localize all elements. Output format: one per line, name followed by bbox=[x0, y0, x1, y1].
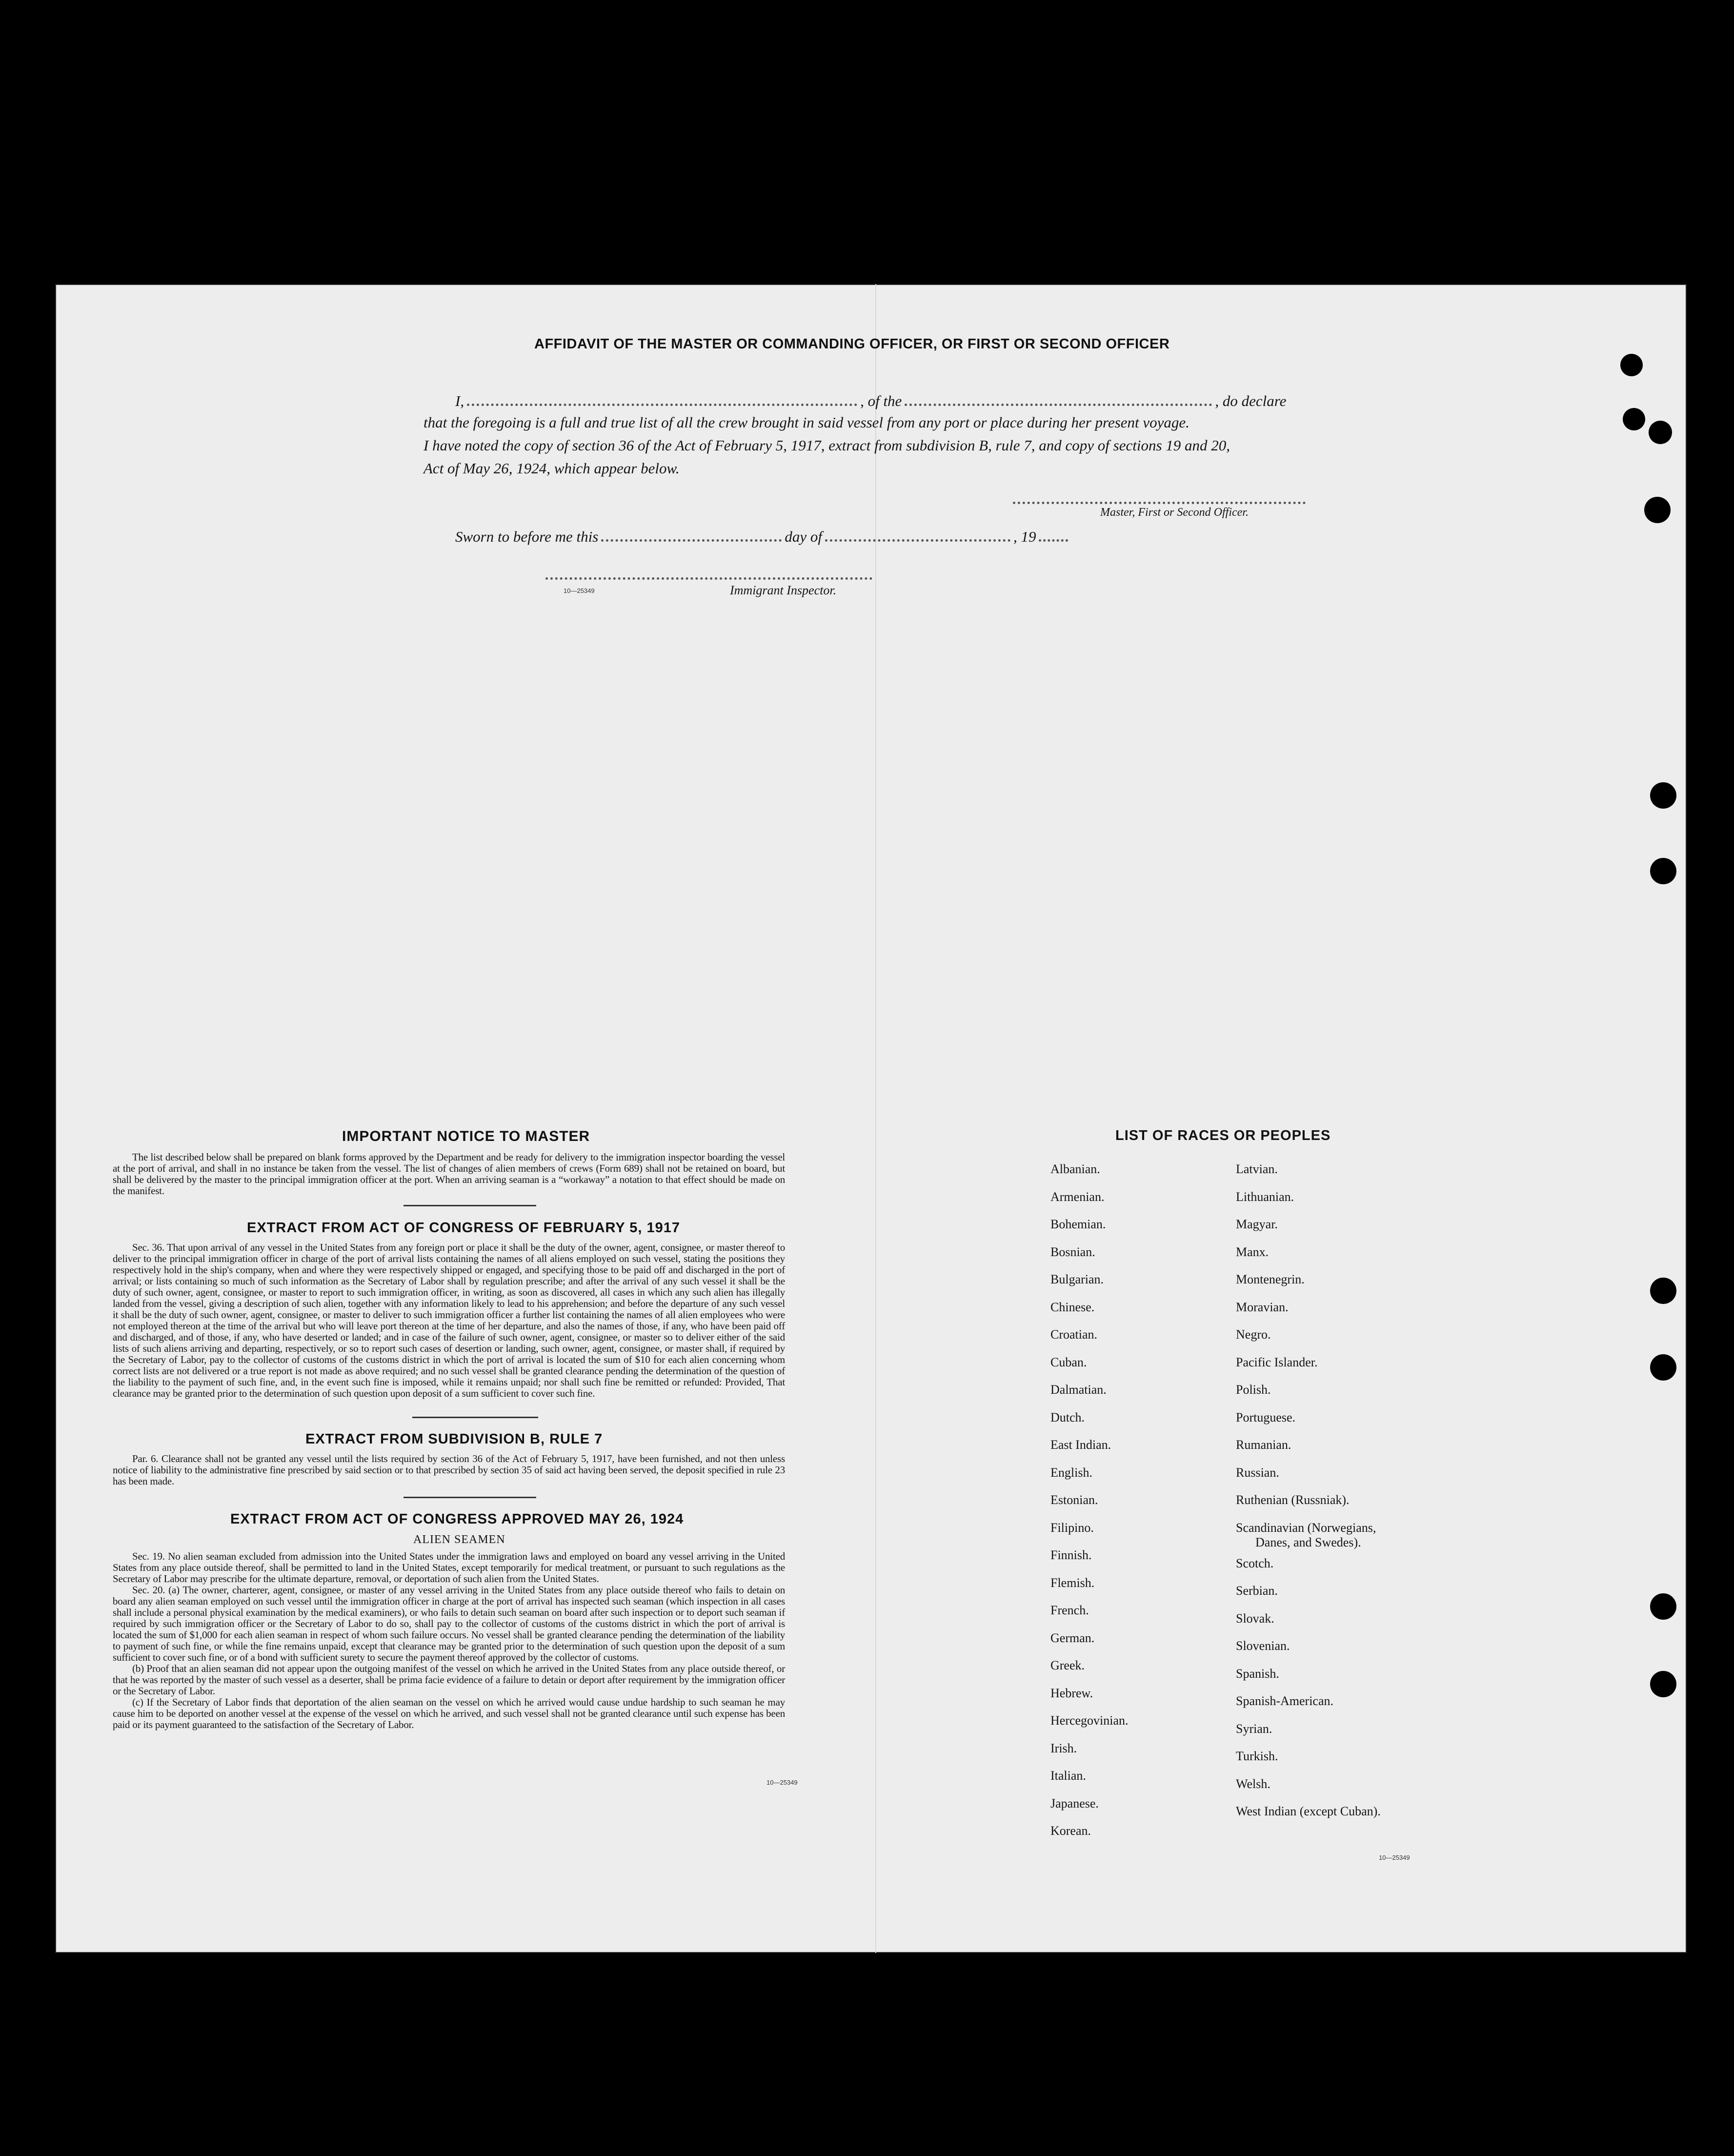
rule7-text bbox=[113, 1453, 785, 1487]
affidavit-line4: Act of May 26, 1924, which appear below. bbox=[423, 460, 680, 477]
affidavit-declare: , do declare bbox=[1215, 392, 1287, 409]
race-item: German. bbox=[1050, 1630, 1095, 1645]
extract-1924-title: EXTRACT FROM ACT OF CONGRESS APPROVED MAY 26, 1924 bbox=[230, 1511, 684, 1527]
race-item: Filipino. bbox=[1050, 1520, 1094, 1535]
sec-20b-paragraph: (b) Proof that an alien seaman did not appear upon the outgoing manifest of the vessel on which he arrived in the United States from any place outside thereof, or that he was reported by the master of such vessel as a deserter, shall be prima facie evidence of a failure to detain or deport after requirement by the immigration officer or the Secretary of Labor. bbox=[113, 1663, 785, 1697]
races-col2 bbox=[1236, 1156, 1381, 1826]
punch-hole bbox=[1650, 1354, 1676, 1381]
race-item: Irish. bbox=[1050, 1741, 1077, 1755]
sworn-month-blank[interactable] bbox=[825, 539, 1010, 542]
race-item: Korean. bbox=[1050, 1824, 1091, 1838]
race-item bbox=[1236, 1514, 1381, 1550]
punch-hole bbox=[1650, 1671, 1676, 1697]
form-code-right: 10—25349 bbox=[1379, 1854, 1410, 1861]
inspector-signature-line[interactable] bbox=[545, 577, 872, 580]
sworn-day-blank[interactable] bbox=[601, 539, 782, 542]
race-item: Spanish. bbox=[1236, 1666, 1279, 1681]
race-item: Polish. bbox=[1236, 1383, 1271, 1397]
sworn-label: Sworn to before me this bbox=[455, 528, 599, 545]
race-item: Moravian. bbox=[1236, 1300, 1289, 1314]
divider-3 bbox=[403, 1497, 536, 1498]
race-item: Negro. bbox=[1236, 1327, 1271, 1342]
race-item-line: Danes, and Swedes). bbox=[1255, 1535, 1361, 1549]
punch-hole bbox=[1650, 782, 1676, 809]
race-item: Hercegovinian. bbox=[1050, 1713, 1129, 1728]
affidavit-line1 bbox=[455, 392, 1286, 410]
race-item: Slovenian. bbox=[1236, 1639, 1290, 1653]
race-item: Spanish-American. bbox=[1236, 1694, 1334, 1708]
race-item: Welsh. bbox=[1236, 1776, 1270, 1791]
notice-text bbox=[113, 1152, 785, 1197]
punch-hole bbox=[1650, 1278, 1676, 1304]
race-item: Bosnian. bbox=[1050, 1244, 1095, 1259]
day-of-label: day of bbox=[785, 528, 822, 545]
race-item: Italian. bbox=[1050, 1769, 1086, 1783]
race-item: Japanese. bbox=[1050, 1796, 1099, 1810]
race-item: Slovak. bbox=[1236, 1611, 1274, 1626]
race-item: Portuguese. bbox=[1236, 1410, 1296, 1424]
form-code-left: 10—25349 bbox=[766, 1779, 798, 1786]
races-col1 bbox=[1050, 1156, 1129, 1845]
sec-20a-paragraph: Sec. 20. (a) The owner, charterer, agent, consignee, or master of any vessel arriving in the United States from any place outside thereof who fails to detain on board any alien seaman employed on such vessel until the immigration officer in charge at the port of arrival has inspected such seaman (which inspection in all cases shall include a personal physical examination by the medical examiners), or who fails to detain such seaman on board after such inspection or to deport such seaman if required by such immigration officer or the Secretary of Labor to do so, shall pay to the collector of customs of the customs district in which the port of arrival is located the sum of $1,000 for each alien seaman in respect of whom such failure occurs. No vessel shall be granted clearance pending the determination of the liability to payment of such fine, or while the fine remains unpaid, except that clearance may be granted prior to the determination of such question upon the deposit of a sum sufficient to cover such fine, or of a bond with sufficient surety to secure the payment thereof approved by the collector of customs. bbox=[113, 1584, 785, 1663]
manifest-page bbox=[55, 284, 1687, 1953]
race-item: Armenian. bbox=[1050, 1189, 1105, 1204]
race-item: Greek. bbox=[1050, 1658, 1085, 1672]
race-item: West Indian (except Cuban). bbox=[1236, 1804, 1381, 1818]
punch-hole bbox=[1620, 354, 1643, 376]
race-item: East Indian. bbox=[1050, 1438, 1111, 1452]
race-item: Albanian. bbox=[1050, 1162, 1100, 1176]
punch-hole bbox=[1650, 858, 1676, 884]
race-item: Scotch. bbox=[1236, 1556, 1274, 1570]
rule7-title: EXTRACT FROM SUBDIVISION B, RULE 7 bbox=[305, 1431, 603, 1447]
punch-hole bbox=[1623, 408, 1645, 430]
punch-hole bbox=[1650, 1593, 1676, 1620]
race-item: Montenegrin. bbox=[1236, 1272, 1305, 1286]
race-item: French. bbox=[1050, 1603, 1089, 1617]
extract-1924-text bbox=[113, 1551, 785, 1730]
race-item: Croatian. bbox=[1050, 1327, 1098, 1342]
race-item: Lithuanian. bbox=[1236, 1189, 1294, 1204]
sec-20c-paragraph: (c) If the Secretary of Labor finds that deportation of the alien seaman on the vessel on which he arrived would cause undue hardship to such seaman he may cause him to be deported on another vessel at the expense of the vessel on which he arrived, and such vessel shall not be granted clearance until such expense has been paid or its payment guaranteed to the satisfaction of the Secretary of Labor. bbox=[113, 1696, 785, 1730]
race-item: Bulgarian. bbox=[1050, 1272, 1104, 1286]
punch-hole bbox=[1649, 421, 1672, 444]
extract-1917-paragraph: Sec. 36. That upon arrival of any vessel in the United States from any foreign port or place it shall be the duty of the owner, agent, consignee, or master thereof to deliver to the principal immigration officer in charge of the port of arrival lists containing the names of all aliens employed on such vessel, stating the positions they respectively hold in the ship's company, when and where they were respectively shipped or engaged, and specifying those to be paid off and discharged in the port of arrival; or lists containing so much of such information as the Secretary of Labor shall by regulation prescribe; and after the arrival of any such vessel it shall be the duty of such owner, agent, consignee, or master to report to such immigration officer, in writing, as soon as discovered, all cases in which any such alien has illegally landed from the vessel, giving a description of such alien, together with any information likely to lead to his apprehension; and before the departure of any such vessel it shall be the duty of such owner, agent, consignee, or master to deliver to such immigration officer a further list containing the names of all alien employees who were not employed thereon at the time of the arrival but who will leave port thereon at the time of her departure, and also the names of those, if any, who have been paid off and discharged, and of those, if any, who have deserted or landed; and in case of the failure of such owner, agent, consignee, or master so to deliver either of the said lists of such aliens arriving and departing, respectively, or so to report such cases of desertion or landing, such owner, agent, consignee, or master shall, if required by the Secretary of Labor, pay to the collector of customs of the customs district in which the port of arrival is located the sum of $10 for each alien concerning whom correct lists are not delivered or a true report is not made as above required; and no such vessel shall be granted clearance pending the determination of the question of the liability to the payment of such fine, and, in the event such fine is imposed, while it remains unpaid; nor shall such fine be remitted or refunded: Provided, That clearance may be granted prior to the determination of such question upon deposit of a sum sufficient to cover such fine. bbox=[113, 1241, 785, 1399]
race-item: English. bbox=[1050, 1465, 1092, 1480]
race-item: Pacific Islander. bbox=[1236, 1355, 1318, 1369]
race-item: Estonian. bbox=[1050, 1493, 1098, 1507]
name-blank[interactable] bbox=[467, 404, 857, 406]
race-item: Serbian. bbox=[1236, 1584, 1278, 1598]
notice-title: IMPORTANT NOTICE TO MASTER bbox=[342, 1128, 590, 1144]
race-item: Russian. bbox=[1236, 1465, 1279, 1480]
race-item: Cuban. bbox=[1050, 1355, 1087, 1369]
year-label: , 19 bbox=[1013, 528, 1036, 545]
race-item: Latvian. bbox=[1236, 1162, 1278, 1176]
extract-1917-text bbox=[113, 1242, 785, 1399]
affidavit-of-the: , of the bbox=[860, 392, 902, 409]
race-item: Flemish. bbox=[1050, 1575, 1095, 1590]
punch-hole bbox=[1644, 497, 1671, 523]
race-item: Bohemian. bbox=[1050, 1217, 1106, 1231]
race-item: Turkish. bbox=[1236, 1749, 1278, 1763]
master-signature-line[interactable] bbox=[1013, 502, 1306, 504]
extract-1917-title: EXTRACT FROM ACT OF CONGRESS OF FEBRUARY 5, 1917 bbox=[247, 1220, 681, 1236]
race-item: Dalmatian. bbox=[1050, 1383, 1107, 1397]
sec-19-paragraph: Sec. 19. No alien seaman excluded from admission into the United States under the immigration laws and employed on board any vessel arriving in the United States from any place outside thereof, shall be permitted to land in the United States, except temporarily for medical treatment, or pursuant to such regulations as the Secretary of Labor may prescribe for the ultimate departure, removal, or deportation of such alien from the United States. bbox=[113, 1550, 785, 1585]
rule7-paragraph: Par. 6. Clearance shall not be granted any vessel until the lists required by section 36 of the Act of February 5, 1917, have been furnished, and not then unless notice of liability to the administrative fine prescribed by said section or to that prescribed by section 35 of said act having been served, the deposit specified in rule 23 has been made. bbox=[113, 1453, 785, 1487]
races-title: LIST OF RACES OR PEOPLES bbox=[1115, 1128, 1331, 1143]
race-item: Ruthenian (Russniak). bbox=[1236, 1493, 1350, 1507]
sworn-line bbox=[455, 528, 1071, 546]
divider-2 bbox=[412, 1417, 538, 1418]
race-item: Rumanian. bbox=[1236, 1438, 1291, 1452]
sworn-year-blank[interactable] bbox=[1039, 539, 1068, 542]
race-item: Hebrew. bbox=[1050, 1686, 1093, 1700]
race-item: Finnish. bbox=[1050, 1548, 1092, 1562]
inspector-label: Immigrant Inspector. bbox=[730, 583, 837, 597]
affidavit-title: AFFIDAVIT OF THE MASTER OR COMMANDING OFFICER, OR FIRST OR SECOND OFFICER bbox=[534, 336, 1170, 352]
affidavit-line2: that the foregoing is a full and true list of all the crew brought in said vessel from any port or place during her present voyage. bbox=[423, 414, 1190, 431]
vessel-blank[interactable] bbox=[905, 404, 1212, 406]
notice-paragraph: The list described below shall be prepared on blank forms approved by the Department and be ready for delivery to the immigration inspector boarding the vessel at the port of arrival, and shall in no instance be taken from the vessel. The list of changes of alien members of crews (Form 689) shall not be retained on board, but shall be delivered by the master to the principal immigration officer at the port. When an arriving seaman is a “workaway” a notation to that effect should be made on the manifest. bbox=[113, 1151, 785, 1197]
affidavit-i: I, bbox=[455, 392, 464, 409]
race-item: Dutch. bbox=[1050, 1410, 1085, 1424]
race-item: Manx. bbox=[1236, 1244, 1269, 1259]
divider-1 bbox=[403, 1205, 536, 1206]
race-item: Syrian. bbox=[1236, 1721, 1272, 1736]
form-code-top: 10—25349 bbox=[564, 587, 595, 594]
race-item: Chinese. bbox=[1050, 1300, 1095, 1314]
alien-seamen-subtitle: ALIEN SEAMEN bbox=[413, 1533, 505, 1546]
master-label: Master, First or Second Officer. bbox=[1100, 506, 1249, 519]
race-item: Magyar. bbox=[1236, 1217, 1278, 1231]
race-item-line: Scandinavian (Norwegians, bbox=[1236, 1520, 1376, 1535]
affidavit-line3: I have noted the copy of section 36 of the Act of February 5, 1917, extract from subdivision B, rule 7, and copy of sections 19 and 20, bbox=[423, 437, 1230, 454]
